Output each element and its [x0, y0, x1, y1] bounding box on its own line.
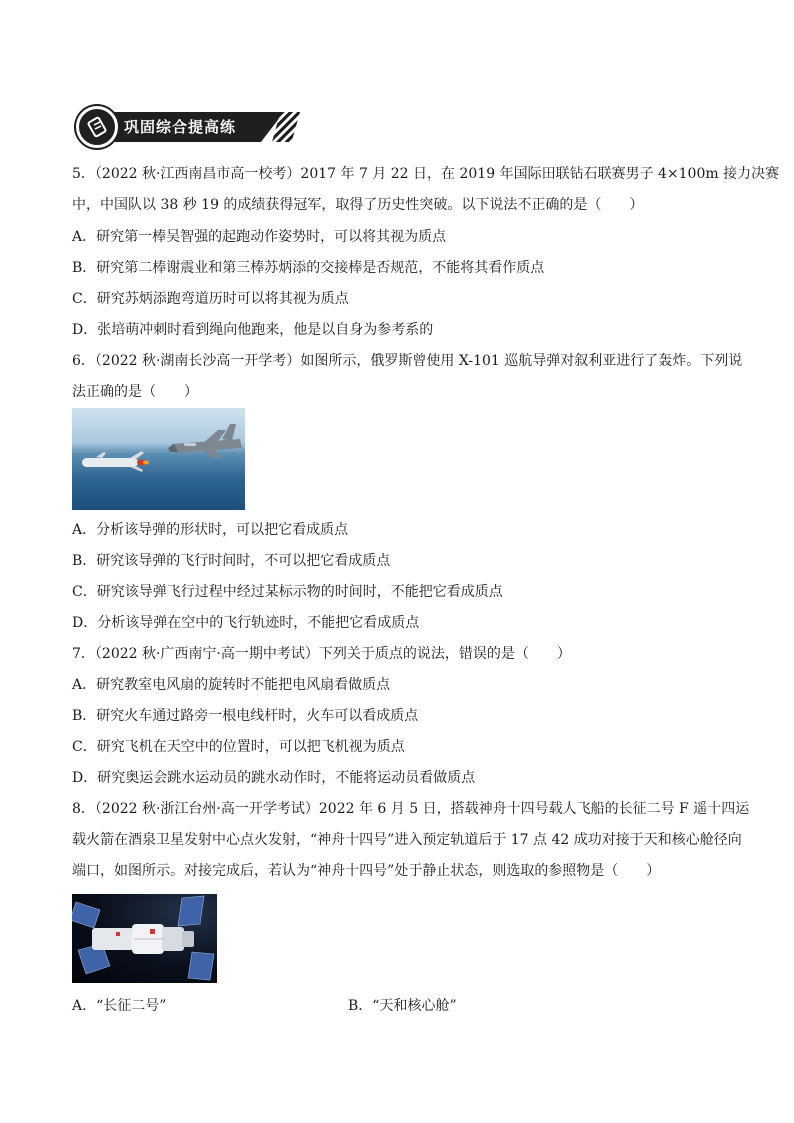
banner-title: 巩固综合提高练	[124, 118, 237, 136]
question-7-stem-line-1: 7．（2022 秋·广西南宁·高一期中考试）下列关于质点的说法，错误的是（ ）	[72, 646, 571, 662]
question-6-stem-line-1: 6．（2022 秋·湖南长沙高一开学考）如图所示，俄罗斯曾使用 X-101 巡航导弹对叙利亚进行了轰炸。下列说	[72, 353, 743, 369]
question-7-option-b: B．研究火车通过路旁一根电线杆时，火车可以看成质点	[72, 708, 419, 724]
question-8-option-a: A．“长征二号”	[72, 998, 167, 1014]
question-5-stem-line-1: 5．（2022 秋·江西南昌市高一校考）2017 年 7 月 22 日，在 2019 年国际田联钻石联赛男子 4×100m 接力决赛	[72, 166, 780, 182]
question-6-option-c: C．研究该导弹飞行过程中经过某标示物的时间时，不能把它看成质点	[72, 584, 503, 600]
question-5-option-b: B．研究第二棒谢震业和第三棒苏炳添的交接棒是否规范，不能将其看作质点	[72, 260, 545, 276]
question-7-option-a: A．研究教室电风扇的旋转时不能把电风扇看做质点	[72, 677, 391, 693]
question-6-option-a: A．分析该导弹的形状时，可以把它看成质点	[72, 522, 349, 538]
question-7-option-c: C．研究飞机在天空中的位置时，可以把飞机视为质点	[72, 739, 405, 755]
question-6-option-b: B．研究该导弹的飞行时间时，不可以把它看成质点	[72, 553, 391, 569]
question-8-option-b: B．“天和核心舱”	[348, 998, 457, 1014]
space-station-docking-photo	[72, 894, 217, 983]
rolled-paper-icon	[86, 116, 108, 138]
question-8-stem-line-1: 8．（2022 秋·浙江台州·高一开学考试）2022 年 6 月 5 日，搭载神舟十四号载人飞船的长征二号 F 遥十四运	[72, 801, 750, 817]
question-5-option-d: D．张培萌冲刺时看到绳向他跑来，他是以自身为参考系的	[72, 322, 434, 338]
question-8-stem-line-3: 端口，如图所示。对接完成后，若认为“神舟十四号”处于静止状态，则选取的参照物是（ ）	[72, 863, 661, 879]
question-8-stem-line-2: 载火箭在酒泉卫星发射中心点火发射，“神舟十四号”进入预定轨道后于 17 点 42 成功对接于天和核心舱径向	[72, 832, 742, 848]
question-5-stem-line-2: 中，中国队以 38 秒 19 的成绩获得冠军，取得了历史性突破。以下说法不正确的是（ ）	[72, 197, 644, 213]
missile-and-jet-photo	[72, 408, 245, 510]
question-6-stem-line-2: 法正确的是（ ）	[72, 384, 198, 400]
section-banner	[74, 104, 296, 148]
question-5-option-c: C．研究苏炳添跑弯道历时可以将其视为质点	[72, 291, 349, 307]
question-6-option-d: D．分析该导弹在空中的飞行轨迹时，不能把它看成质点	[72, 615, 420, 631]
question-5-option-a: A．研究第一棒吴智强的起跑动作姿势时，可以将其视为质点	[72, 229, 447, 245]
question-7-option-d: D．研究奥运会跳水运动员的跳水动作时，不能将运动员看做质点	[72, 770, 476, 786]
banner-emblem	[76, 106, 118, 148]
